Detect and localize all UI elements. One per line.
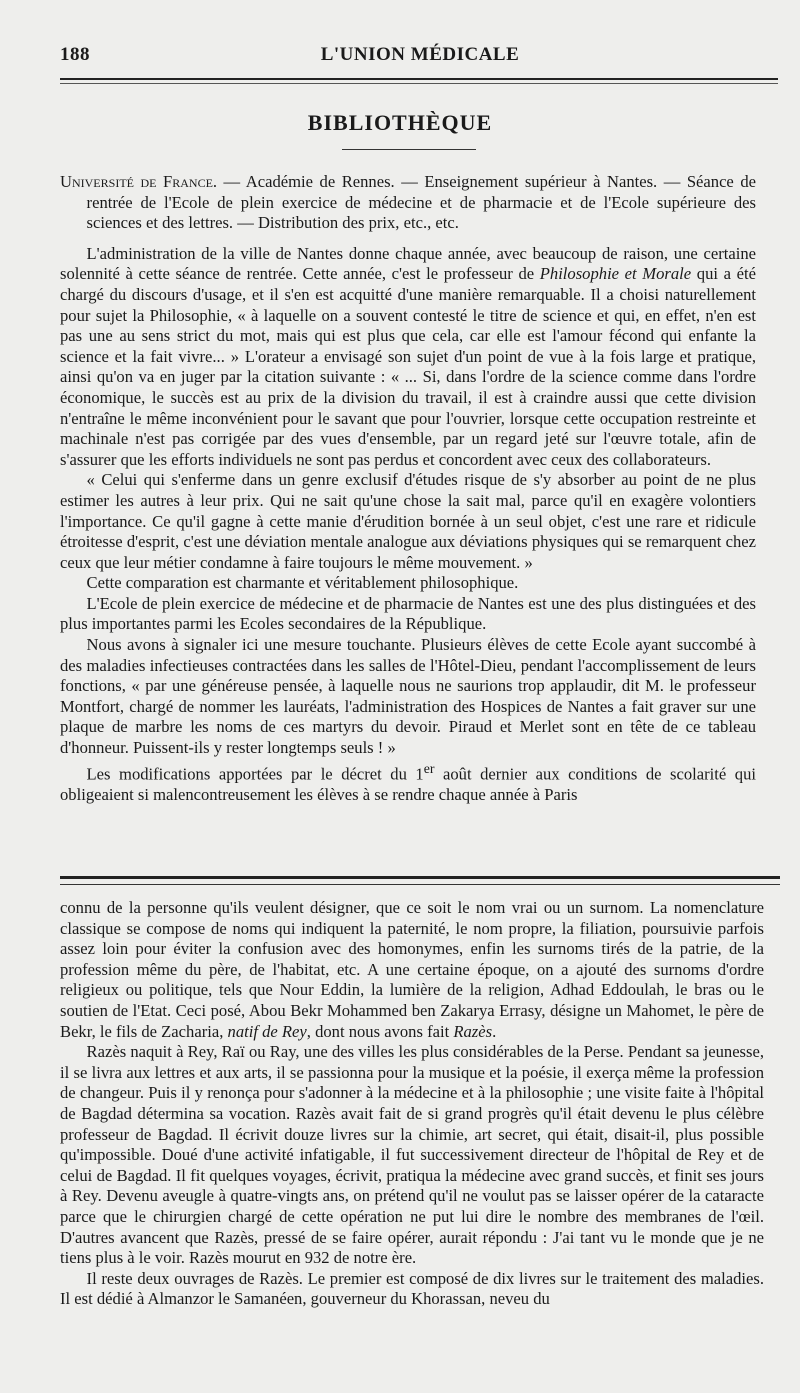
section-title: BIBLIOTHÈQUE xyxy=(307,110,493,135)
feuilleton-divider-thin xyxy=(60,884,780,885)
paragraph-text: . xyxy=(492,1021,497,1041)
feuilleton-paragraph: Il reste deux ouvrages de Razès. Le premier est composé de dix livres sur le traitement des maladies. Il est dédié à Almanzor le Samanéen, gouverneur du Khorassan, neveu du xyxy=(60,1268,764,1309)
article-paragraph xyxy=(60,244,756,471)
article-paragraph: L'Ecole de plein exercice de médecine et de pharmacie de Nantes est une des plus distinguées et des plus importantes parmi les Ecoles secondaires de la République. xyxy=(60,593,756,634)
article-paragraph: Cette comparation est charmante et véritablement philosophique. xyxy=(86,573,519,593)
article-body xyxy=(60,172,756,805)
journal-title: L'UNION MÉDICALE xyxy=(320,44,520,65)
feuilleton-paragraph: Razès naquit à Rey, Raï ou Ray, une des villes les plus considérables de la Perse. Pendant sa jeunesse, il se livra aux lettres et aux arts, il se passionna pour la musique et la poésie, il exerça même la profession de changeur. Puis il y renonça pour s'adonner à la médecine et à la philosophie ; une visite faite à l'hôpital de Bagdad détermina sa vocation. Razès avait fait de si grand progrès qu'il était devenu le plus célèbre professeur de Bagdad. Il écrivit douze livres sur la chimie, art secret, qui était, disait-il, plus possible qu'impossible. Doué d'une activité infatigable, il fut successivement directeur de l'hôpital de Rey et de celui de Bagdad. Il fit quelques voyages, écrivit, pratiqua la médecine avec grand succès, et finit ses jours à Rey. Devenu aveugle à quatre-vingts ans, on prétend qu'il ne voulut pas se laisser opérer de la cataracte parce que le chirurgien chargé de cette opération ne put lui dire le nombre des membranes de l'œil. D'autres avancent que Razès, pressé de se faire opérer, aurait répondu : J'ai tant vu le monde que je ne tiens plus à le voir. Razès mourut en 932 de notre ère. xyxy=(60,1042,764,1268)
italic-text: Razès xyxy=(453,1021,493,1041)
paragraph-text: Les modifications apportées par le décret du 1 xyxy=(86,764,424,784)
running-header xyxy=(60,44,780,74)
paragraph-text: août dernier aux conditions de scolarité qui obligeaient si malencontreusement les élèves à se rendre chaque année à Paris xyxy=(60,764,756,804)
section-title-underline xyxy=(342,149,476,150)
italic-text: natif de Rey xyxy=(227,1021,307,1041)
lead-text: — Académie de Rennes. — Enseignement supérieur à Nantes. — Séance de rentrée de l'Ecole de plein exercice de médecine et de pharmacie et de l'Ecole supérieure des sciences et des lettres. — Distribution des prix, etc., etc. xyxy=(86,172,756,233)
article-paragraph: « Celui qui s'enferme dans un genre exclusif d'études risque de s'y absorber au point de ne plus estimer les autres à leur prix. Qui ne sait qu'une chose la sait mal, parce qu'il en exagère volontiers l'importance. Ce qu'il gagne à cette manie d'érudition bornée à un seul objet, c'est une rare et ridicule étroitesse d'esprit, c'est une déviation mentale analogue aux déviations physiques qui se remarquent chez ceux que leur métier condamne à faire toujours le même mouvement. » xyxy=(60,470,756,572)
article-lead-paragraph xyxy=(60,172,756,234)
page-number: 188 xyxy=(60,44,90,65)
feuilleton-divider xyxy=(60,876,780,879)
feuilleton-paragraph xyxy=(60,898,764,1042)
header-rule-thin xyxy=(60,83,778,84)
feuilleton-body xyxy=(60,898,764,1310)
header-rule xyxy=(60,78,778,80)
article-paragraph xyxy=(60,759,756,806)
paragraph-text: connu de la personne qu'ils veulent désigner, que ce soit le nom vrai ou un surnom. La nomenclature classique se compose de noms qui indiquent la paternité, le nom propre, la filiation, poursuivie parfois assez loin pour éviter la confusion avec des homonymes, enfin les surnoms tirés de la patrie, de la profession même du père, de l'habitat, etc. A une certaine époque, on a ajouté des surnoms d'ordre religieux ou politique, tels que Nour Eddin, la lumière de la religion, Adhad Eddoulah, le bras ou le soutien de l'Etat. Ceci posé, Abou Bekr Mohammed ben Zakarya Errasy, désigne un Mahomet, le père de Bekr, le fils de Zacharia, xyxy=(60,898,764,1041)
italic-text: Philosophie et Morale xyxy=(539,264,692,284)
article-paragraph: Nous avons à signaler ici une mesure touchante. Plusieurs élèves de cette Ecole ayant succombé à des maladies infectieuses contractées dans les salles de l'Hôtel-Dieu, pendant l'accomplissement de leurs fonctions, « par une généreuse pensée, à laquelle nous ne saurions trop applaudir, dit M. le professeur Montfort, chargé de nommer les lauréats, l'administration des Hospices de Nantes a fait graver sur une plaque de marbre les noms de ces martyrs du devoir. Piraud et Merlet sont en tête de ce tableau d'honneur. Puissent-ils y rester longtemps seuls ! » xyxy=(60,635,756,758)
lead-smallcaps: Université de France. xyxy=(60,172,218,191)
paragraph-text: , dont nous avons fait xyxy=(306,1021,454,1041)
paragraph-text: qui a été chargé du discours d'usage, et il s'en est acquitté d'une manière remarquable. Il a choisi naturellement pour sujet la Philosophie, « à laquelle on a souvent contesté le titre de science et qui, en effet, n'en est pas une au sens strict du mot, mais qui est plus que cela, car elle est l'amour fécond qui enfante la science et la fait vivre... » L'orateur a envisagé son sujet d'un point de vue à la fois large et pratique, ainsi qu'on va en juger par la citation suivante : « ... Si, dans l'ordre de la science comme dans l'ordre économique, le succès est au prix de la division du travail, il est à craindre aussi que cette division n'entraîne le même inconvénient pour le savant que pour l'ouvrier, lorsque cette occupation restreinte et machinale n'est pas corrigée par des vues d'ensemble, par un regard jeté sur l'œuvre totale, afin de s'assurer que les efforts individuels ne sont pas perdus et concordent avec ceux des collaborateurs. xyxy=(60,264,756,469)
superscript: er xyxy=(423,760,435,776)
paragraph-text: L'administration de la ville de Nantes donne chaque année, avec beaucoup de raison, une certaine solennité à cette séance de rentrée. Cette année, c'est le professeur de xyxy=(60,243,756,284)
